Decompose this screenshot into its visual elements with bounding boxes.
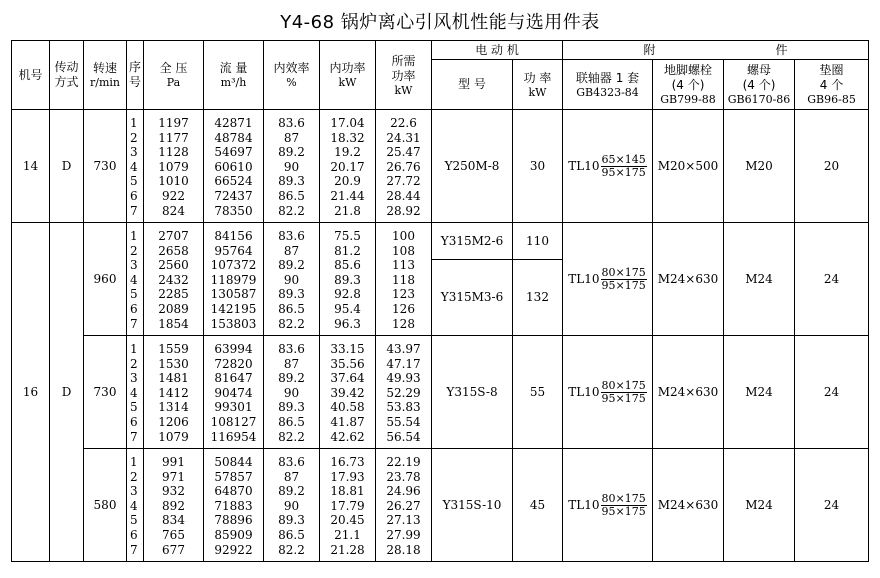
header-model-no: 机号 <box>12 41 50 110</box>
efficiency-list: 83.6 87 89.2 90 89.3 86.5 82.2 <box>264 110 320 223</box>
nut-spec: M20 <box>724 110 795 223</box>
motor-power: 45 <box>513 449 563 562</box>
seq-list: 1 2 3 4 5 6 7 <box>127 449 144 562</box>
coupling-spec: TL10 $\frac{65\times 145}{95\times 175}$ <box>563 110 653 223</box>
motor-power: 110 <box>513 223 563 260</box>
washer-spec: 24 <box>795 223 869 336</box>
header-washer: 垫圈 4 个 GB96-85 <box>795 60 869 110</box>
seq-list: 1 2 3 4 5 6 7 <box>127 336 144 449</box>
flow-list: 63994 72820 81647 90474 99301 108127 116954 <box>204 336 264 449</box>
efficiency-list: 83.6 87 89.2 90 89.3 86.5 82.2 <box>264 449 320 562</box>
seq-list: 1 2 3 4 5 6 7 <box>127 223 144 336</box>
header-required-power: 所需 功率 kW <box>376 41 432 110</box>
pressure-list: 991 971 932 892 834 765 677 <box>144 449 204 562</box>
group-14-730 <box>12 110 869 223</box>
nut-spec: M24 <box>724 223 795 336</box>
header-motor-model: 型 号 <box>432 60 513 110</box>
nut-spec: M24 <box>724 336 795 449</box>
efficiency-list: 83.6 87 89.2 90 89.3 86.5 82.2 <box>264 336 320 449</box>
machine-no: 14 <box>12 110 50 223</box>
seq-list: 1 2 3 4 5 6 7 <box>127 110 144 223</box>
internal-power-list: 33.15 35.56 37.64 39.42 40.58 41.87 42.62 <box>320 336 376 449</box>
pressure-list: 2707 2658 2560 2432 2285 2089 1854 <box>144 223 204 336</box>
motor-model: Y315S-8 <box>432 336 513 449</box>
performance-table <box>11 40 869 562</box>
table-title: Y4-68 锅炉离心引风机性能与选用件表 <box>280 12 600 33</box>
speed-value: 730 <box>84 336 127 449</box>
header-motor: 电 动 机 <box>432 41 563 60</box>
motor-model: Y315S-10 <box>432 449 513 562</box>
motor-model: Y250M-8 <box>432 110 513 223</box>
pressure-list: 1197 1177 1128 1079 1010 922 824 <box>144 110 204 223</box>
anchor-bolt-spec: M24×630 <box>653 223 724 336</box>
machine-no: 16 <box>12 223 50 562</box>
motor-power: 55 <box>513 336 563 449</box>
drive-mode: D <box>50 223 84 562</box>
pressure-list: 1559 1530 1481 1412 1314 1206 1079 <box>144 336 204 449</box>
table-header <box>12 41 869 110</box>
speed-value: 580 <box>84 449 127 562</box>
header-flow: 流 量 m³/h <box>204 41 264 110</box>
header-speed: 转速 r/min <box>84 41 127 110</box>
speed-value: 730 <box>84 110 127 223</box>
flow-list: 50844 57857 64870 71883 78896 85909 92922 <box>204 449 264 562</box>
washer-spec: 24 <box>795 449 869 562</box>
group-16 <box>12 223 869 562</box>
anchor-bolt-spec: M20×500 <box>653 110 724 223</box>
anchor-bolt-spec: M24×630 <box>653 336 724 449</box>
coupling-spec: TL10 $\frac{80\times 175}{95\times 175}$ <box>563 223 653 336</box>
coupling-spec: TL10 $\frac{80\times 175}{95\times 175}$ <box>563 336 653 449</box>
flow-list: 42871 48784 54697 60610 66524 72437 78350 <box>204 110 264 223</box>
internal-power-list: 16.73 17.93 18.81 17.79 20.45 21.1 21.28 <box>320 449 376 562</box>
header-seq: 序 号 <box>127 41 144 110</box>
header-nut: 螺母 (4 个) GB6170-86 <box>724 60 795 110</box>
washer-spec: 24 <box>795 336 869 449</box>
header-pressure: 全 压 Pa <box>144 41 204 110</box>
required-power-list: 43.97 47.17 49.93 52.29 53.83 55.54 56.54 <box>376 336 432 449</box>
coupling-spec: TL10 $\frac{80\times 175}{95\times 175}$ <box>563 449 653 562</box>
drive-mode: D <box>50 110 84 223</box>
motor-power: 132 <box>513 260 563 336</box>
speed-value: 960 <box>84 223 127 336</box>
washer-spec: 20 <box>795 110 869 223</box>
anchor-bolt-spec: M24×630 <box>653 449 724 562</box>
motor-model: Y315M2-6 <box>432 223 513 260</box>
motor-power: 30 <box>513 110 563 223</box>
nut-spec: M24 <box>724 449 795 562</box>
internal-power-list: 17.04 18.32 19.2 20.17 20.9 21.44 21.8 <box>320 110 376 223</box>
header-internal-eff: 内效率 % <box>264 41 320 110</box>
header-drive: 传动 方式 <box>50 41 84 110</box>
internal-power-list: 75.5 81.2 85.6 89.3 92.8 95.4 96.3 <box>320 223 376 336</box>
header-motor-power: 功 率 kW <box>513 60 563 110</box>
header-coupling: 联轴器 1 套 GB4323-84 <box>563 60 653 110</box>
required-power-list: 22.6 24.31 25.47 26.76 27.72 28.44 28.92 <box>376 110 432 223</box>
flow-list: 84156 95764 107372 118979 130587 142195 153803 <box>204 223 264 336</box>
required-power-list: 100 108 113 118 123 126 128 <box>376 223 432 336</box>
header-internal-power: 内功率 kW <box>320 41 376 110</box>
efficiency-list: 83.6 87 89.2 90 89.3 86.5 82.2 <box>264 223 320 336</box>
header-accessories: 附 件 <box>563 41 869 60</box>
required-power-list: 22.19 23.78 24.96 26.27 27.13 27.99 28.18 <box>376 449 432 562</box>
motor-model: Y315M3-6 <box>432 260 513 336</box>
header-anchor-bolt: 地脚螺栓 (4 个) GB799-88 <box>653 60 724 110</box>
